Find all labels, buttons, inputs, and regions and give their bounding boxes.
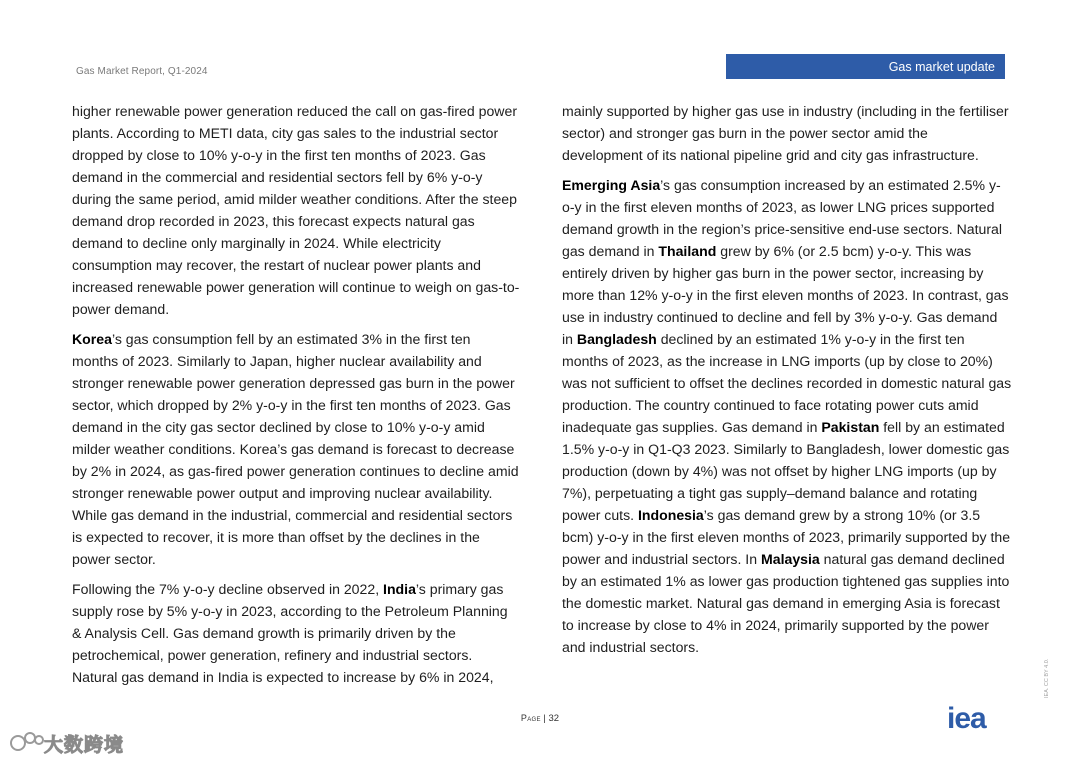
report-title: Gas Market Report, Q1-2024: [76, 66, 208, 77]
country-india: India: [383, 581, 416, 597]
region-emerging-asia: Emerging Asia: [562, 177, 661, 193]
text-segment: grew by 6% (or 2.5 bcm) y-o-y. This was entirely driven by higher gas burn in the power sector, increasing by more than 12% y-o-y in the first eleven months of 2023. In contrast, gas use in industry continued to decline and fell by 3% y-o-y. Gas demand in: [562, 243, 1009, 347]
country-malaysia: Malaysia: [760, 551, 820, 567]
page-label: Page: [520, 713, 541, 723]
paragraph-korea: [72, 328, 520, 570]
page-number-value: 32: [548, 713, 560, 724]
license-tag: IEA. CC BY 4.0.: [1044, 658, 1050, 698]
page-number: [0, 713, 1080, 724]
paragraph-korea-text: ’s gas consumption fell by an estimated 3% in the first ten months of 2023. Similarly to Japan, higher nuclear availability and stronger renewable power generation depressed gas burn in the power sector, which dropped by 2% y-o-y in the first ten months of 2023. Gas demand in the city gas sector declined by close to 10% y-o-y amid milder weather conditions. Korea’s gas demand is forecast to decrease by 2% in 2024, as gas-fired power generation continues to decline amid stronger renewable power output and improving nuclear availability. While gas demand in the industrial, commercial and residential sectors is expected to recover, it is more than offset by the declines in the power sector.: [72, 331, 519, 567]
paragraph-india-cont: mainly supported by higher gas use in industry (including in the fertiliser sector) and stronger gas burn in the power sector amid the development of its national pipeline grid and city gas infrastructure.: [562, 103, 1009, 163]
section-label-banner: [726, 54, 1005, 79]
text-segment: ’s gas demand grew by a strong 10% (or 3.5 bcm) y-o-y in the first eleven months of 2023, primarily supported by the power and industrial sectors. In: [562, 507, 1011, 567]
section-label: Gas market update: [888, 59, 995, 74]
text-segment: fell by an estimated 1.5% y-o-y in Q1-Q3 2023. Similarly to Bangladesh, lower domestic gas production (down by 4%) was not offset by higher LNG imports (up by 7%), perpetuating a tight gas supply–demand balance and rotating power cuts.: [562, 419, 1010, 523]
text-segment: declined by an estimated 1% y-o-y in the first ten months of 2023, as the increase in LNG imports (up by close to 20%) was not sufficient to offset the declines recorded in domestic natural gas production. The country continued to face rotating power cuts amid inadequate gas supplies. Gas demand in: [562, 331, 1012, 435]
paragraph-emerging-asia: [562, 174, 1012, 658]
paragraph-japan: higher renewable power generation reduced the call on gas-fired power plants. According to METI data, city gas sales to the industrial sector dropped by close to 10% y-o-y in the first ten months of 2023. Gas demand in the commercial and residential sectors fell by 6% y-o-y during the same period, amid milder weather conditions. After the steep demand drop recorded in 2023, this forecast expects natural gas demand to decline only marginally in 2024. While electricity consumption may recover, the restart of nuclear power plants and increased renewable power generation will continue to weigh on gas-to-power demand.: [72, 103, 520, 317]
country-bangladesh: Bangladesh: [576, 331, 657, 347]
iea-logo-text: iea: [947, 704, 986, 732]
text-segment: natural gas demand declined by an estimated 1% as lower gas production tightened gas supplies into the domestic market. Natural gas demand in emerging Asia is forecast to increase by close to 4% in 2024, primarily supported by the power and industrial sectors.: [562, 551, 1010, 655]
left-column: [72, 100, 520, 696]
country-pakistan: Pakistan: [821, 419, 880, 435]
text-segment: ’s gas consumption increased by an estimated 2.5% y-o-y in the first eleven months of 2023, as lower LNG prices supported demand growth in the region’s price-sensitive end-use sectors. Natural gas demand in: [562, 177, 1003, 259]
country-thailand: Thailand: [658, 243, 717, 259]
page-separator: |: [543, 713, 546, 724]
right-column: [562, 100, 1012, 666]
watermark-text: 大数跨境: [44, 735, 125, 756]
iea-logo-icon: [947, 704, 1007, 732]
paragraph-india: [72, 578, 520, 688]
country-indonesia: Indonesia: [637, 507, 704, 523]
country-korea: Korea: [72, 331, 112, 347]
paragraph-india-pre: Following the 7% y-o-y decline observed in 2022,: [72, 581, 384, 597]
paragraph-india-text: ’s primary gas supply rose by 5% y-o-y in 2023, according to the Petroleum Planning & Analysis Cell. Gas demand growth is primarily driven by the petrochemical, power generation, refinery and industrial sectors. Natural gas demand in India is expected to increase by 6% in 2024,: [72, 581, 508, 685]
